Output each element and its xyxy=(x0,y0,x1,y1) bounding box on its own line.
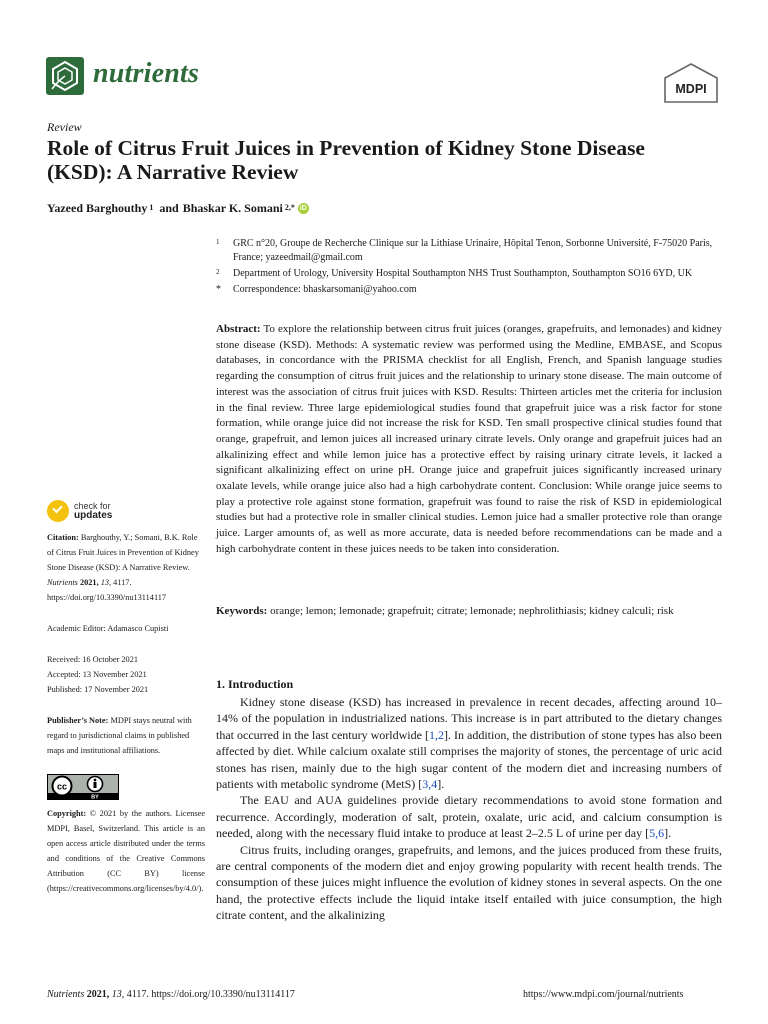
paragraph-text: ]. xyxy=(437,777,445,792)
correspondence-text: Correspondence: bhaskarsomani@yahoo.com xyxy=(233,284,417,295)
svg-text:cc: cc xyxy=(56,781,68,792)
section-heading: 1. Introduction xyxy=(216,677,294,691)
footer-citation xyxy=(47,989,295,1000)
citation-volume: 13, xyxy=(100,578,112,587)
author-line xyxy=(47,201,309,216)
check-for-updates-line2: updates xyxy=(74,510,113,521)
affiliation-text: GRC n°20, Groupe de Recherche Clinique sur la Lithiase Urinaire, Hôpital Tenon, Sorbonne Université, F-75020 Paris, France; yazeedmail@gmail.com xyxy=(233,238,713,263)
journal-name: nutrients xyxy=(93,58,200,89)
abstract-label: Abstract: xyxy=(216,323,261,335)
citation-text: Barghouthy, Y.; Somani, B.K. Role of Citrus Fruit Juices in Prevention of Kidney Stone Disease (KSD): A Narrative Review. xyxy=(47,533,199,572)
nutrients-logo-icon xyxy=(46,57,84,95)
received-date: Received: 16 October 2021 xyxy=(47,655,139,664)
affiliation-text: Department of Urology, University Hospital Southampton NHS Trust Southampton, Southampton SO16 6YD, UK xyxy=(233,268,693,279)
footer-journal: Nutrients xyxy=(47,989,85,1000)
publisher-note-text: MDPI stays neutral with regard to jurisdictional claims in published maps and institutional affiliations. xyxy=(47,716,192,755)
author-name[interactable]: Bhaskar K. Somani xyxy=(182,201,283,215)
cc-by-license-icon[interactable] xyxy=(47,774,119,800)
copyright-text: © 2021 by the authors. Licensee MDPI, Basel, Switzerland. This article is an open access article distributed under the terms and conditions of the Creative Commons Attribution (CC BY) license (https://creativecommons.org/licenses/by/4.0/). xyxy=(47,809,206,893)
paragraph-text: ]. In addition, the distribution of stone types has also been affected by diet. While calcium oxalate still comprises the majority of stones, the percentage of uric acid stones has risen, mainly due to the high sugar content of the modern diet and increasing numbers of patients with metabolic syndrome (MetS) [ xyxy=(216,727,722,792)
mdpi-logo-icon xyxy=(663,63,719,103)
author-conjunction: and xyxy=(159,201,179,215)
check-for-updates-icon xyxy=(47,500,69,522)
check-for-updates-line1: check for xyxy=(74,501,111,511)
abstract-text: To explore the relationship between citrus fruit juices (oranges, grapefruits, and lemonades) and kidney stone disease (KSD). Methods: A systematic review was performed using the Medline, EMBASE, and Scopus databases, in concordance with the PRISMA checklist for all English, French, and Spanish language studies regarding the consumption of citrus fruit juices and the relationship to urinary stone disease. The main outcome of interest was the association of citrus fruit juices with KSD. Results: Thirteen articles met the criteria for inclusion in the final review. Three large epidemiological studies found that grapefruit juice was a risk factor for stone formation, while orange juice did not increase the risk for KSD. Ten small prospective clinical studies found that orange, grapefruit, and lemon juices all increased urinary citrate levels. Only orange and grapefruit juices had an alkalinizing effect and while lemon juice has a protective effect by raising urinary citrate levels, it lacked a significant alkalinizing effect on urine pH. Orange juice and grapefruit juices significantly increased urinary oxalate levels, while orange juice also had a high carbohydrate content. Conclusion: While orange juice seems to play a protective role against stone formation, grapefruit was found to raise the risk of KSD in epidemiological studies but had a protective role in smaller clinical studies. Lemon juice had a smaller protective role than orange juice. Larger amounts of, as well as more accurate, data is needed before recommendations can be made and a high carbohydrate content in these juices needs to be taken into consideration. xyxy=(216,323,722,555)
article-type: Review xyxy=(47,120,82,134)
sidebar xyxy=(47,500,205,896)
footer-journal-url[interactable]: https://www.mdpi.com/journal/nutrients xyxy=(523,989,684,1000)
citation-doi[interactable]: 4117. https://doi.org/10.3390/nu13114117 xyxy=(47,578,167,602)
paragraph-text: ]. xyxy=(664,826,672,841)
paragraph xyxy=(216,694,722,792)
mdpi-text: MDPI xyxy=(675,82,707,96)
publisher-note-label: Publisher’s Note: xyxy=(47,716,109,725)
published-date: Published: 17 November 2021 xyxy=(47,685,149,694)
cc-by-text: BY xyxy=(91,794,99,800)
affiliation-number: 1 xyxy=(216,238,220,246)
copyright-block xyxy=(47,806,205,896)
footer-volume: 13, xyxy=(111,989,125,1000)
affiliation-number: 2 xyxy=(216,268,220,276)
check-for-updates-button[interactable] xyxy=(47,500,205,522)
paragraph: Citrus fruits, including oranges, grapefruits, and lemons, and the juices produced from these fruits, are central components of the modern diet and enjoy growing popularity with recent health trends. The consumption of these juices might influence the evolution of kidney stones in several aspects. On the one hand, the protective effects include the liquid intake itself entailed with juice consumption, the high citrate content, and the alkalinizing xyxy=(216,842,722,923)
correspondence xyxy=(216,283,722,297)
affiliations xyxy=(216,237,722,299)
abstract xyxy=(216,322,722,558)
accepted-date: Accepted: 13 November 2021 xyxy=(47,670,147,679)
affiliation xyxy=(216,267,722,281)
copyright-label: Copyright: xyxy=(47,809,87,818)
keywords xyxy=(216,604,722,620)
author-affiliation-marker: 2,* xyxy=(284,203,295,212)
citation-block xyxy=(47,530,205,605)
keywords-label: Keywords: xyxy=(216,605,268,617)
keywords-text: orange; lemon; lemonade; grapefruit; citrate; lemonade; nephrolithiasis; kidney calculi; risk xyxy=(270,605,674,617)
dates-block xyxy=(47,652,205,697)
citation-link[interactable]: 5,6 xyxy=(649,826,665,841)
author-affiliation-marker: 1 xyxy=(149,203,154,212)
footer-doi[interactable]: 4117. https://doi.org/10.3390/nu13114117 xyxy=(126,989,295,1000)
article-title: Role of Citrus Fruit Juices in Prevention of Kidney Stone Disease (KSD): A Narrative Review xyxy=(47,136,645,184)
citation-year: 2021, xyxy=(79,578,99,587)
citation-link[interactable]: 3,4 xyxy=(422,777,438,792)
paragraph-text: Kidney stone disease (KSD) has increased in prevalence in recent decades, affecting around 10–14% of the population in industrialized nations. This increase is in part attributed to the dietary changes that occurred in the last century worldwide [ xyxy=(216,695,722,742)
citation-label: Citation: xyxy=(47,533,79,542)
affiliation xyxy=(216,237,722,265)
publisher-note xyxy=(47,713,205,758)
orcid-icon[interactable]: iD xyxy=(299,205,307,212)
academic-editor: Academic Editor: Adamasco Cupisti xyxy=(47,624,169,633)
citation-link[interactable]: 1,2 xyxy=(428,727,444,742)
paragraph-text: The EAU and AUA guidelines provide dietary recommendations to avoid stone formation and recurrence. Accordingly, moderation of salt, protein, oxalate, uric acid, and calcium consumption is needed, along with the necessary fluid intake to produce at least 2–2.5 L of urine per day [ xyxy=(216,793,722,841)
paragraph xyxy=(216,792,722,841)
introduction-body xyxy=(216,694,722,924)
footer-year: 2021, xyxy=(86,989,110,1000)
citation-journal: Nutrients xyxy=(47,578,78,587)
author-name[interactable]: Yazeed Barghouthy xyxy=(47,201,148,215)
correspondence-marker: * xyxy=(216,284,221,295)
